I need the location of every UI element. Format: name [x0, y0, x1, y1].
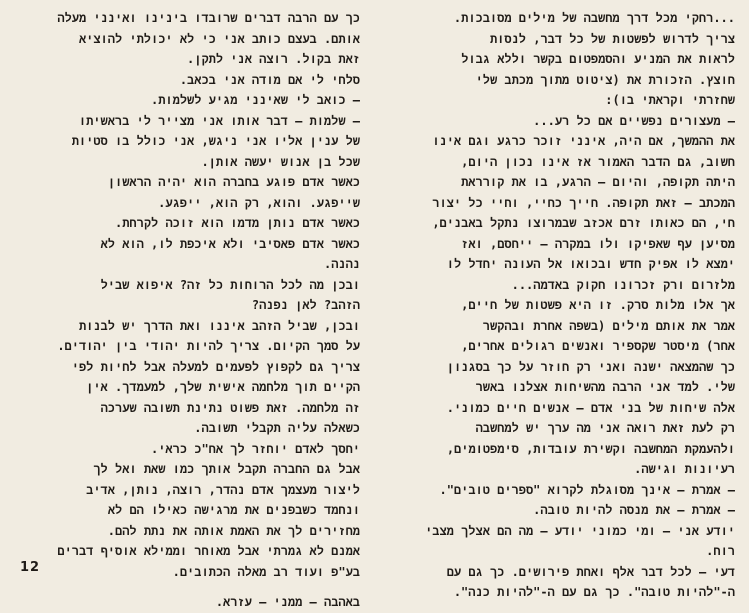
text-line: זאת בקול. רוצה אני לתקן.: [187, 52, 360, 66]
text-line: [18, 582, 360, 592]
text-line: אלה שיחות של בני אדם – אנשים חיים כמוני.: [446, 400, 735, 415]
text-line: מלזרום ורק זכרונו חקוק באדמה...: [511, 277, 735, 292]
text-line: כך שהמצאה ישנה ואני רק חוזר על כך בסגנון: [446, 359, 735, 374]
text-line: – שלמות – דבר אותו אני מצייר לי בראשיתו: [78, 113, 360, 128]
left-text-column: [18, 8, 360, 613]
text-line: ובכן מה לכל הרוחות כל זה? איפוא שביל: [100, 277, 360, 292]
text-line: אבל גם החברה תקבל אותך כמו שאת ואל לך: [93, 462, 360, 476]
text-line: המכתב – זאת תקופה. חייך כחיי, וחיי כל יצור: [432, 195, 735, 210]
text-line: – כואב לי שאינני מגיע לשלמות.: [151, 93, 360, 107]
text-line: שכל בן אנוש יעשה אותן.: [201, 154, 360, 169]
text-line: כאשר אדם פוגע בחברה הוא יהיה הראשון: [107, 175, 360, 189]
text-line: שלי. למד אני הרבה מהשיחות אצלנו באשר: [475, 380, 735, 394]
text-line: יחסך לאדם יוחזר לך אח"כ כראי.: [151, 441, 360, 456]
text-line: רעיונות וגישה.: [634, 462, 735, 476]
text-line: ובכן, שביל הזהב איננו ואת הדרך יש לבנות: [78, 318, 360, 333]
text-line: אותם. בעצם כותב אני כי לא יכולתי להוציא: [78, 31, 360, 46]
text-line: רק לעת זאת רואה אני מה ערך יש למחשבה: [475, 421, 735, 435]
text-line: זה מלחמה. זאת פשוט נתינת תשובה שערכה: [100, 400, 360, 415]
text-line: – אמרת – אינך מסוגלת לקרוא "ספרים טובים".: [439, 482, 735, 497]
text-line: ה-"להיות טובה". כך גם עם ה-"להיות כנה".: [453, 585, 735, 599]
text-line: רוח.: [706, 544, 735, 558]
text-line: יודע אני – ומי כמוני יודע – מה הם אצלך מצבי: [425, 523, 735, 538]
text-line: כך עם הרבה דברים שרובדו בינינו ואינני מעלה: [57, 11, 360, 25]
text-line: שחזרתי וקראתי בו):: [605, 93, 735, 107]
text-line: לראות את המניע והסמפטום בקשר וללא גבול: [461, 52, 735, 66]
text-line: דעי – לכל דבר אלף ואחת פירושים. כך גם עם: [446, 564, 735, 579]
text-line: חי, הם כאותו זרם אכזב שבמרוצו נתקל באבנים,: [432, 216, 735, 230]
text-line: – מעצורים נפשיים אם כל רע...: [533, 113, 735, 128]
text-line: ולהעמקת המחשבה וקשירת עובדות, סימפטומים,: [446, 441, 735, 456]
text-line: ...רחקי מכל דרך מחשבה של מילים מסובכות.: [453, 11, 735, 25]
text-line: – אמרת – את מנסה להיות טובה.: [533, 503, 735, 517]
text-line: חשוב, גם הדבר האמור אז אינו נכון היום,: [461, 154, 735, 169]
text-line: ונחמד כשבפנים את מרגישה כאילו הם לא: [107, 503, 360, 517]
text-line: בע"פ ועוד רב מאלה הכתובים.: [172, 564, 360, 579]
text-line: אחר) מיסטר שקספיר ואנשים רגולים אחרים,: [461, 339, 735, 353]
text-line: כאשר אדם פאסיבי ולא איכפת לו, הוא לא: [100, 236, 360, 251]
text-line: של ענין אליו אני ניגש, אני כולל בו סטיות: [71, 134, 360, 148]
text-line: כשאלה עליה תקבלי תשובה.: [194, 421, 360, 435]
text-line: היתה תקופה, והיום – הרגע, בו את קורראת: [461, 175, 735, 189]
text-line: נהנה.: [323, 257, 360, 271]
text-line: צריך גם לקפוץ לפעמים למעלה אבל לחיות לפי: [71, 359, 360, 374]
text-line: הקיים תוך מלחמה אישית שלך, למעמדך. אין: [86, 380, 360, 394]
text-line: סלחי לי אם מודה אני בכאב.: [179, 72, 360, 87]
text-line: אמר את אותם מילים (בשפה אחרת ובהקשר: [482, 318, 735, 333]
right-text-column: [367, 8, 735, 603]
text-line: על סמך הקיום. צריך להיות יהודי בין יהודים.: [57, 339, 360, 353]
text-line: באהבה – ממני – עזרא.: [215, 595, 360, 609]
text-line: צריך לדרוש לפשטות של כל דבר, לנסות: [489, 31, 735, 46]
text-line: את ההמשך, אם היה, אינני זוכר כרגע וגם אינו: [432, 134, 735, 148]
text-line: מסיען עף שאפיקו ולו במקרה – ייחסם, ואז: [461, 236, 735, 251]
page-number: 12: [20, 560, 41, 575]
text-line: ימצא לו אפיק חדש ובכואו אל העונה יחדל לו: [446, 257, 735, 271]
text-line: חוצץ. הזכורת את (ציטוט מתוך מכתב שלי: [475, 72, 735, 87]
text-line: כאשר אדם נותן מדמו הוא זוכה לקרחת.: [114, 216, 360, 230]
text-line: ליצור מעצמך אדם נהדר, רוצה, נותן, אדיב: [86, 482, 360, 497]
text-line: אך אלו מלות סרק. זו היא פשטות של חיים,: [461, 298, 735, 312]
text-line: שייפגע. והוא, רק הוא, ייפגע.: [158, 195, 360, 210]
text-line: מחזירים לך את האמת אותה את נתת להם.: [107, 523, 360, 538]
text-line: אמנם לא גמרתי אבל מאוחר וממילא אוסיף דברים: [57, 544, 360, 558]
text-line: הזהב? לאן נפנה?: [251, 298, 360, 312]
